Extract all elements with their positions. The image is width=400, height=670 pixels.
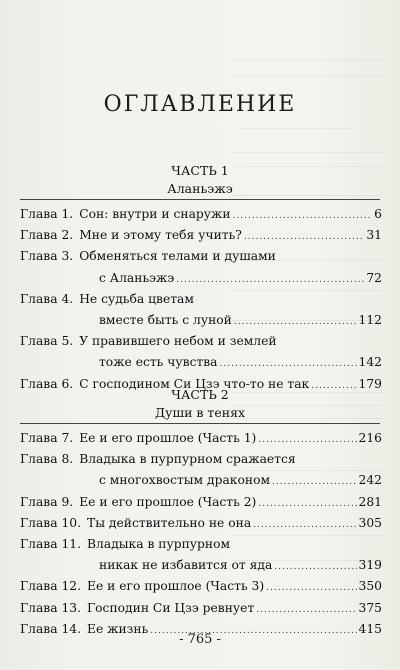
toc-entry[interactable] [20,246,382,288]
chapter-title-continued: никак не избавится от яда [99,558,273,573]
chapter-title: Владыка в пурпурном [87,536,231,551]
leader-dots [272,472,356,493]
chapter-title-continued: тоже есть чувства [99,355,218,370]
chapter-number: Глава 8. [20,452,74,467]
leader-dots [266,578,356,599]
chapter-title: Ее жизнь [87,621,149,636]
chapter-title: Ты действительно не она [87,515,252,530]
leader-dots [176,270,364,291]
page-number: 415 [358,621,382,636]
page-number: 216 [358,431,382,445]
chapter-title-continued: вместе быть с луной [99,312,232,327]
page-number: 319 [358,558,382,573]
chapter-title: С господином Си Цзэ что-то не так [79,376,310,391]
chapter-number: Глава 3. [20,249,74,264]
page-number: 142 [358,355,382,370]
part-subtitle: Аланьэжэ [20,180,380,200]
page-number: 242 [358,473,382,488]
chapter-number: Глава 12. [20,579,82,594]
toc-entry[interactable] [20,534,382,576]
chapter-title: Ее и его прошлое (Часть 2) [79,494,257,509]
chapter-title: У правившего небом и землей [79,334,277,349]
chapter-number: Глава 10. [20,515,82,530]
part-label: ЧАСТЬ 1 [171,163,229,178]
toc-entry[interactable] [20,289,382,331]
toc-entry[interactable] [20,492,382,513]
page-number: 281 [358,494,382,509]
leader-dots [220,354,357,375]
leader-dots [233,206,373,227]
part-subtitle: Души в тенях [20,404,380,424]
chapter-title: Господин Си Цзэ ревнует [87,600,255,615]
toc-entry[interactable] [20,331,382,373]
leader-dots [258,430,356,451]
bleed-through-line [240,128,350,129]
bleed-through-line [232,75,382,76]
chapter-number: Глава 4. [20,291,74,306]
page-footer-number: - 765 - [179,632,221,647]
part-heading [0,162,400,200]
toc-entry[interactable] [20,225,382,246]
chapter-number: Глава 7. [20,431,74,445]
chapter-number: Глава 2. [20,228,74,243]
chapter-number: Глава 14. [20,621,82,636]
chapter-number: Глава 11. [20,536,82,551]
part-label: ЧАСТЬ 2 [171,387,229,402]
page-title: ОГЛАВЛЕНИЕ [103,92,297,117]
toc-entry[interactable] [20,513,382,534]
chapter-title-continued: с Аланьэжэ [99,270,175,285]
leader-dots [258,494,356,515]
leader-dots [234,312,357,333]
chapter-number: Глава 1. [20,207,74,221]
bleed-through-line [232,60,382,61]
toc-entry[interactable] [20,204,382,225]
leader-dots [253,515,356,536]
chapter-title: Владыка в пурпурном сражается [79,452,296,467]
chapter-number: Глава 5. [20,334,74,349]
leader-dots [256,600,356,621]
page-number: 179 [358,376,382,391]
leader-dots [244,227,364,248]
page-number: 305 [358,515,382,530]
toc-entry[interactable] [20,449,382,491]
page-number: 6 [374,207,382,221]
page-number: 72 [366,270,382,285]
page-number: 112 [358,312,382,327]
bleed-through-line [232,152,382,153]
chapter-number: Глава 13. [20,600,82,615]
chapter-title: Обменяться телами и душами [79,249,276,264]
toc-entry[interactable] [20,428,382,449]
toc-section [20,204,382,395]
chapter-title: Мне и этому тебя учить? [79,228,242,243]
toc-section [20,428,382,640]
part-heading [0,386,400,424]
page-number: 375 [358,600,382,615]
chapter-title: Ее и его прошлое (Часть 3) [87,579,265,594]
toc-entry[interactable] [20,576,382,597]
chapter-title-continued: с многохвостым драконом [99,473,271,488]
chapter-number: Глава 6. [20,376,74,391]
page-number: 350 [358,579,382,594]
chapter-title: Ее и его прошлое (Часть 1) [79,431,257,445]
toc-entry[interactable] [20,598,382,619]
page-number: 31 [366,228,382,243]
chapter-title: Сон: внутри и снаружи [79,207,231,221]
chapter-number: Глава 9. [20,494,74,509]
leader-dots [274,557,356,578]
chapter-title: Не судьба цветам [79,291,194,306]
